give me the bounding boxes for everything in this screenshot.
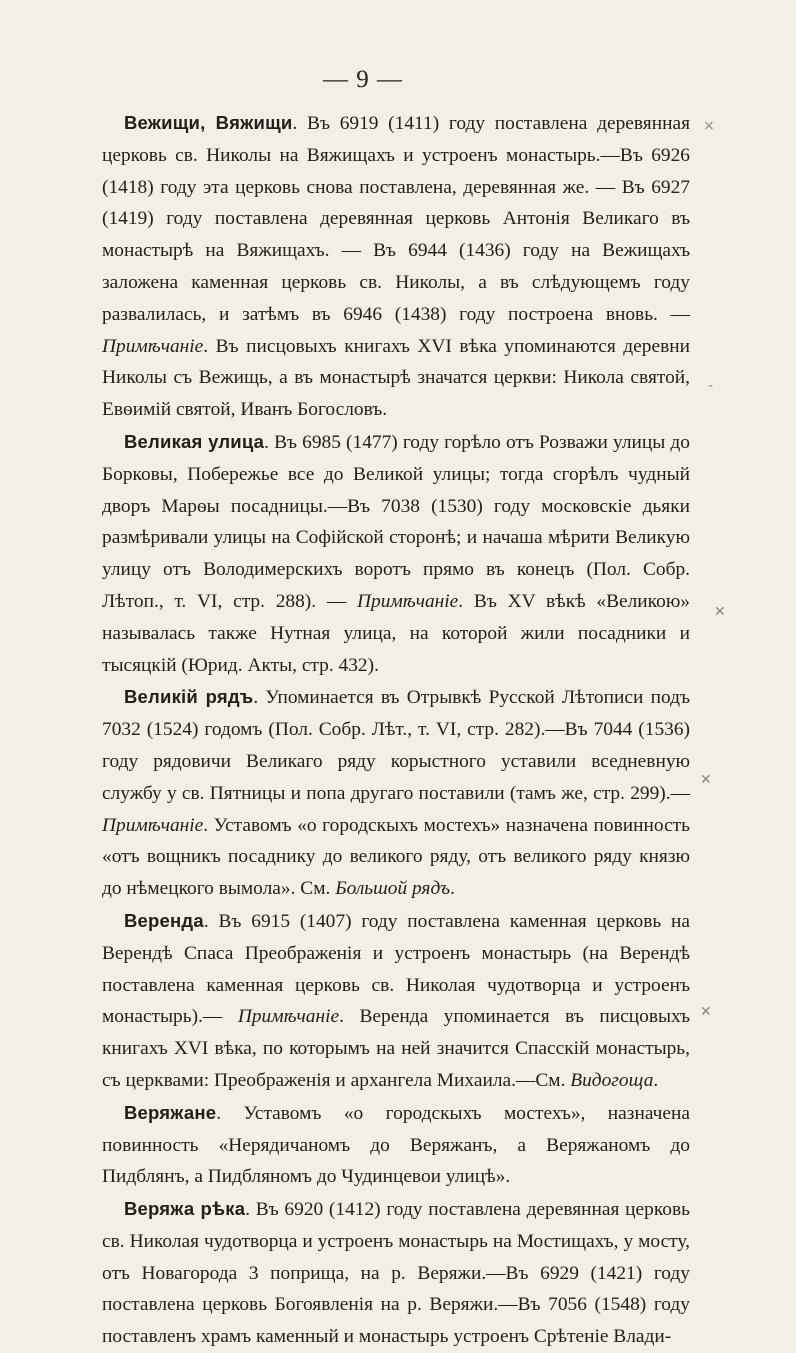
entry-text: . Въ 6985 (1477) году горѣло отъ Розважи улицы до Борковы, Побережье все до Великой улицы; тогда сгорѣлъ чудный дворъ Марѳы посадницы.—Въ 7038 (1530) году московскіе дьяки размѣривали улицы на Софійской сторонѣ; и начаша мѣрити Великую улицу отъ Володимерскихъ воротъ прямо въ конецъ (Пол. Собр. Лѣтоп., т. VI, стр. 288). — bbox=[102, 431, 690, 612]
entry-note-label: Примѣчаніе bbox=[102, 814, 204, 836]
margin-mark: ✕ bbox=[714, 604, 726, 620]
entry-vezhishchi bbox=[102, 107, 690, 426]
entry-headword: Вежищи, Вяжищи bbox=[124, 112, 293, 133]
entry-text: . Въ 6915 (1407) году поставлена каменная церковь на Верендѣ Спаса Преображенія и устроенъ монастырь (на Верендѣ поставлена каменная церковь св. Николая чудотворца и устроенъ монастырь).— bbox=[102, 910, 690, 1028]
entry-text: . Веренда упоминается въ писцовыхъ книгахъ XVI вѣка, по которымъ на ней значится Спасскій монастырь, съ церквами: Преображенія и архангела Михаила.—См. bbox=[102, 1006, 690, 1091]
entry-headword: Веряжане bbox=[124, 1101, 217, 1123]
margin-mark: × bbox=[703, 118, 715, 134]
entry-headword: Великая улица bbox=[124, 430, 265, 452]
entry-veryazha-reka bbox=[102, 1193, 690, 1353]
entry-headword: Веряжа рѣка bbox=[124, 1198, 246, 1220]
entry-veryazhane bbox=[102, 1097, 690, 1193]
entry-headword: Веренда bbox=[124, 909, 204, 931]
entry-text: . Уставомъ «о городскыхъ мостехъ» назначена повинность «отъ вощникъ посаднику до великого ряду, отъ великого ряду князю до нѣмецкого вымола». См. bbox=[102, 814, 690, 900]
entry-text: . Упоминается въ Отрывкѣ Русской Лѣтописи подъ 7032 (1524) годомъ (Пол. Собр. Лѣт., т. VI, стр. 282).—Въ 7044 (1536) году рядовичи Великаго ряду корыстного уставили вседневную службу у св. Пятницы и попа другаго поставили (тамъ же, стр. 299).— bbox=[102, 687, 690, 804]
margin-mark: ✕ bbox=[700, 772, 712, 788]
margin-mark: ✕ bbox=[700, 1004, 712, 1020]
entry-velikaya-ulitsa bbox=[102, 426, 690, 681]
entry-note-label: Примѣчаніе bbox=[102, 335, 204, 357]
entry-cross-reference: Большой рядъ bbox=[335, 878, 451, 900]
entry-headword: Великій рядъ bbox=[124, 686, 254, 708]
page-text bbox=[102, 107, 690, 1353]
entry-text: . Въ XV вѣкѣ «Великою» называлась также Нутная улица, на которой жили посадники и тысяцкій (Юрид. Акты, стр. 432). bbox=[102, 590, 690, 676]
entry-velikiy-ryad bbox=[102, 681, 690, 905]
entry-note-label: Примѣчаніе bbox=[237, 1006, 340, 1028]
entry-text: . Въ 6920 (1412) году поставлена деревянная церковь св. Николая чудотворца и устроенъ монастырь на Мостищахъ, у мосту, отъ Новагорода 3 поприща, на р. Веряжи.—Въ 6929 (1421) году поставлена церковь Богоявленія на р. Веряжи.—Въ 7056 (1548) году поставленъ храмъ каменный и монастырь устроенъ Срѣтеніе Влади- bbox=[102, 1199, 690, 1348]
entry-text: . Уставомъ «о городскыхъ мостехъ», назначена повинность «Нерядичаномъ до Веряжанъ, а Веряжаномъ до Пидблянъ, а Пидбляномъ до Чудинцевои улицѣ». bbox=[102, 1102, 690, 1188]
entry-cross-reference: Видогоща bbox=[570, 1069, 654, 1091]
entry-text: . bbox=[653, 1069, 659, 1091]
entry-verenda bbox=[102, 905, 690, 1097]
entry-note-label: Примѣчаніе bbox=[357, 590, 459, 612]
entry-text: . Въ писцовыхъ книгахъ XVI вѣка упоминаются деревни Николы съ Вежищь, а въ монастырѣ значатся церкви: Никола святой, Евѳимій святой, Иванъ Богословъ. bbox=[102, 335, 690, 421]
page-number: — 9 — bbox=[323, 66, 403, 93]
entry-text: . Въ 6919 (1411) году поставлена деревянная церковь св. Николы на Вяжищахъ и устроенъ монастырь.—Въ 6926 (1418) году эта церковь снова поставлена, деревянная же. — Въ 6927 (1419) году поставлена деревянная церковь Антонія Великаго въ монастырѣ на Вяжищахъ. — Въ 6944 (1436) году на Вежищахъ заложена каменная церковь св. Николы, а въ слѣдующемъ году развалилась, и затѣмъ въ 6946 (1438) году построена вновь. — bbox=[102, 113, 690, 325]
entry-text: . bbox=[450, 878, 455, 900]
margin-mark: - bbox=[708, 378, 714, 394]
